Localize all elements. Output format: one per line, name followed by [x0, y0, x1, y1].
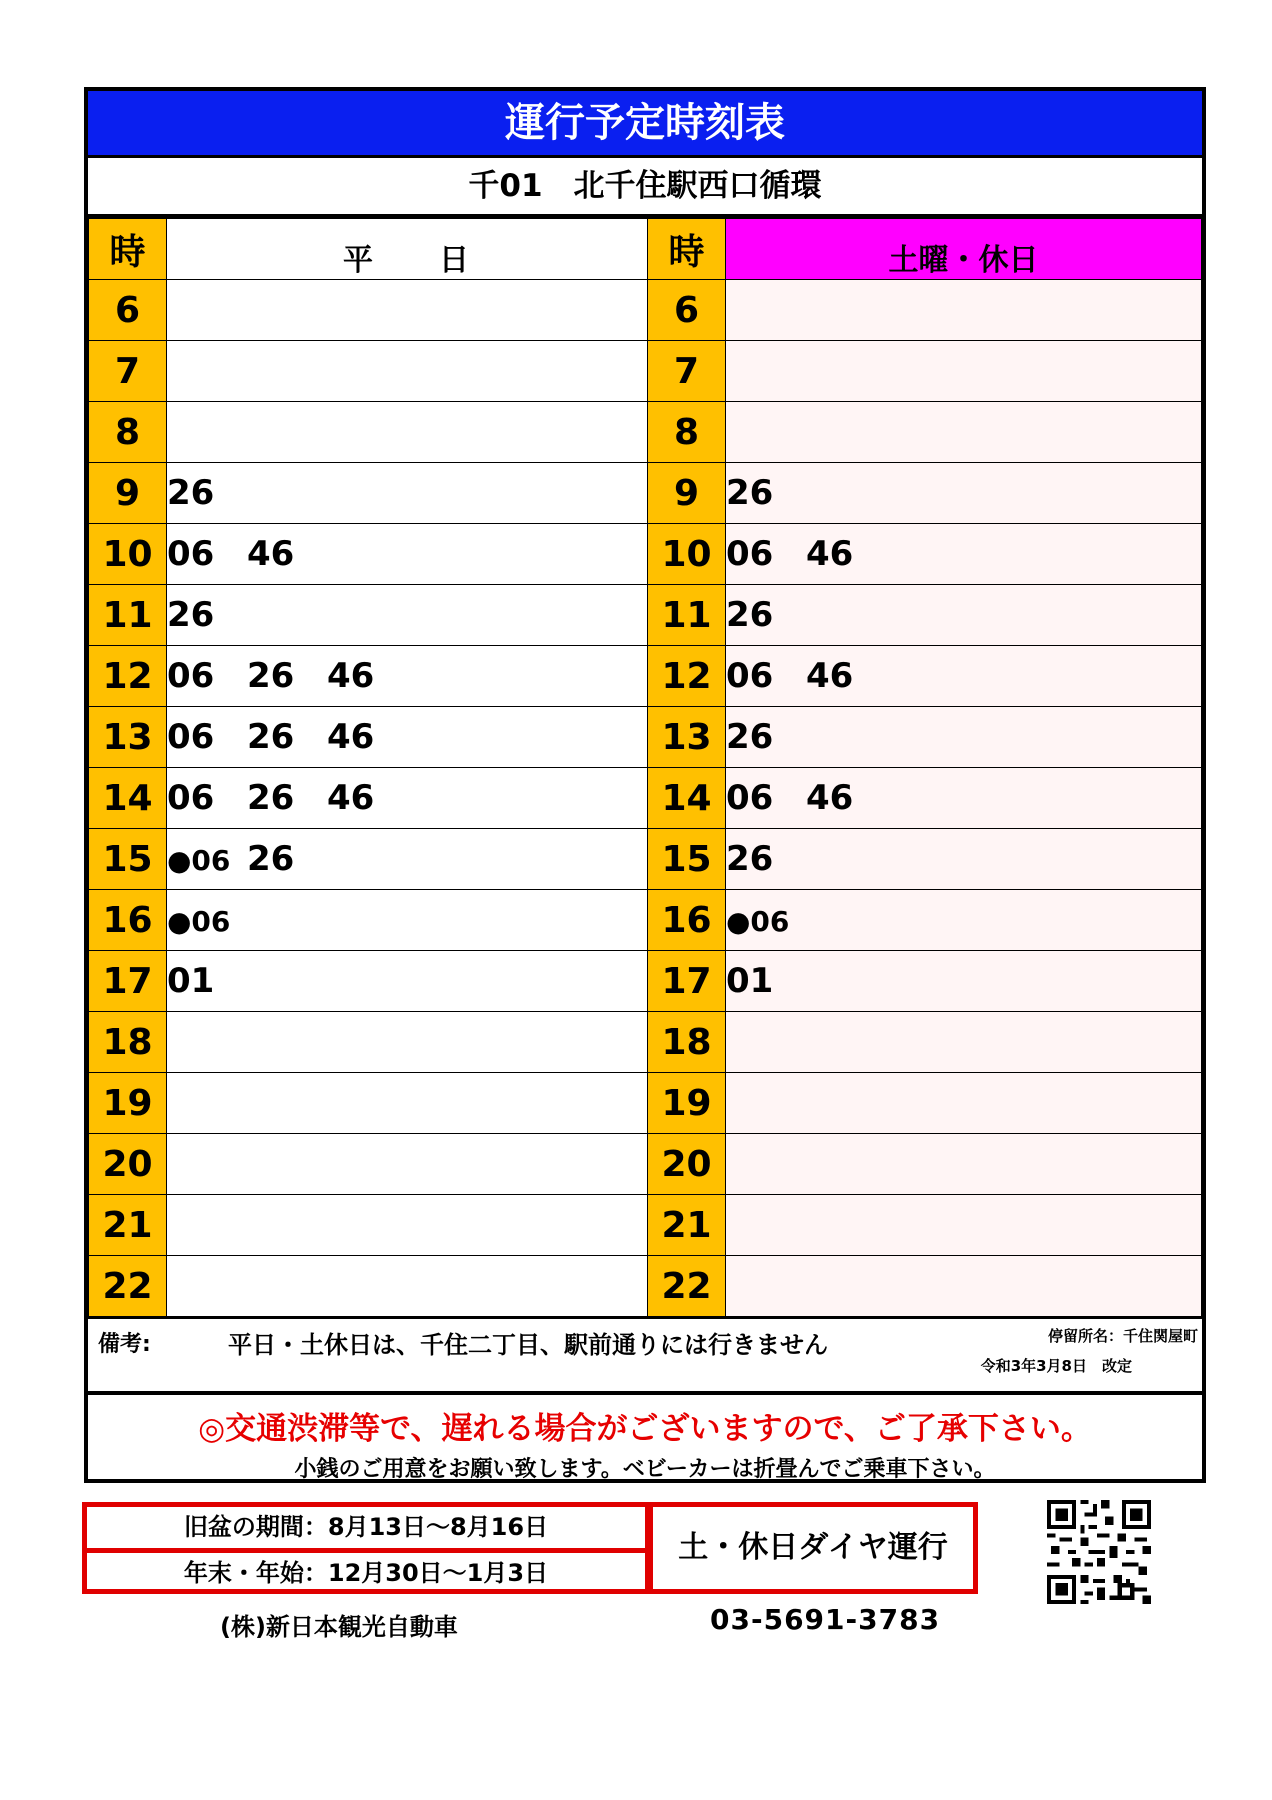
warning-box	[88, 1391, 1202, 1482]
weekday-departures	[167, 890, 648, 951]
timetable-row	[89, 402, 1202, 463]
weekday-departures	[167, 1073, 648, 1134]
weekday-header: 平 日	[167, 219, 648, 280]
departure-minute: 26	[247, 778, 295, 818]
timetable-row	[89, 707, 1202, 768]
holiday-departures	[726, 1012, 1202, 1073]
timetable-row	[89, 524, 1202, 585]
departure-minute: 26	[167, 473, 215, 513]
hour-cell: 15	[648, 829, 726, 890]
holiday-departures	[726, 890, 1202, 951]
weekday-departures	[167, 341, 648, 402]
weekday-departures	[167, 646, 648, 707]
hour-cell: 10	[648, 524, 726, 585]
holiday-departures	[726, 341, 1202, 402]
departure-minute: 46	[327, 778, 375, 818]
hour-cell: 13	[89, 707, 167, 768]
hour-cell: 21	[89, 1195, 167, 1256]
timetable-row	[89, 1073, 1202, 1134]
hour-cell: 12	[89, 646, 167, 707]
hour-header-holiday: 時	[648, 219, 726, 280]
weekday-departures	[167, 524, 648, 585]
timetable	[88, 218, 1202, 1317]
holiday-departures	[726, 524, 1202, 585]
weekday-departures	[167, 1256, 648, 1317]
holiday-departures	[726, 280, 1202, 341]
weekday-departures	[167, 951, 648, 1012]
timetable-row	[89, 1195, 1202, 1256]
departure-minute: 06	[167, 656, 215, 696]
departure-minute: 46	[327, 717, 375, 757]
holiday-departures	[726, 707, 1202, 768]
hour-cell: 21	[648, 1195, 726, 1256]
page-title: 運行予定時刻表	[88, 91, 1202, 158]
remarks	[88, 1317, 1202, 1391]
departure-minute: 26	[247, 717, 295, 757]
timetable-row	[89, 1134, 1202, 1195]
hour-cell: 16	[89, 890, 167, 951]
hour-cell: 9	[89, 463, 167, 524]
hour-cell: 19	[648, 1073, 726, 1134]
hour-cell: 13	[648, 707, 726, 768]
obon-period: 旧盆の期間：8月13日～8月16日	[183, 1513, 549, 1541]
weekday-departures	[167, 829, 648, 890]
weekday-departures	[167, 585, 648, 646]
holiday-departures	[726, 1134, 1202, 1195]
departure-minute: ●06	[167, 844, 231, 877]
hour-cell: 22	[89, 1256, 167, 1317]
departure-minute: 06	[167, 778, 215, 818]
timetable-row	[89, 1256, 1202, 1317]
weekday-departures	[167, 768, 648, 829]
hour-cell: 15	[89, 829, 167, 890]
timetable-row	[89, 585, 1202, 646]
weekday-departures	[167, 707, 648, 768]
hour-cell: 17	[648, 951, 726, 1012]
departure-minute: 26	[247, 839, 295, 879]
holiday-departures	[726, 768, 1202, 829]
route-name: 千01 北千住駅西口循環	[88, 158, 1202, 218]
departure-minute: ●06	[726, 905, 790, 938]
departure-minute: 46	[806, 534, 854, 574]
departure-minute: 46	[247, 534, 295, 574]
hour-cell: 17	[89, 951, 167, 1012]
departure-minute: 26	[247, 656, 295, 696]
timetable-sheet	[84, 87, 1206, 1483]
newyear-period: 年末・年始：12月30日～1月3日	[87, 1548, 645, 1594]
timetable-row	[89, 768, 1202, 829]
hour-cell: 20	[89, 1134, 167, 1195]
holiday-departures	[726, 646, 1202, 707]
hour-cell: 6	[648, 280, 726, 341]
weekday-departures	[167, 1012, 648, 1073]
stop-name: 停留所名：千住関屋町	[1047, 1327, 1198, 1345]
phone-number: 03-5691-3783	[710, 1603, 941, 1636]
departure-minute: ●06	[167, 905, 231, 938]
weekday-departures	[167, 463, 648, 524]
holiday-departures	[726, 1256, 1202, 1317]
remarks-label: 備考:	[98, 1332, 151, 1357]
weekday-departures	[167, 1195, 648, 1256]
hour-cell: 20	[648, 1134, 726, 1195]
timetable-row	[89, 341, 1202, 402]
hour-cell: 18	[648, 1012, 726, 1073]
weekday-departures	[167, 402, 648, 463]
weekday-departures	[167, 1134, 648, 1195]
departure-minute: 01	[167, 961, 215, 1001]
hour-cell: 14	[648, 768, 726, 829]
departure-minute: 46	[327, 656, 375, 696]
timetable-row	[89, 1012, 1202, 1073]
holiday-periods	[82, 1502, 650, 1594]
departure-minute: 06	[167, 534, 215, 574]
hour-cell: 6	[89, 280, 167, 341]
holiday-departures	[726, 402, 1202, 463]
boarding-notice: 小銭のご用意をお願い致します。ベビーカーは折畳んでご乗車下さい。	[294, 1457, 996, 1482]
holiday-departures	[726, 585, 1202, 646]
hour-cell: 18	[89, 1012, 167, 1073]
departure-minute: 26	[726, 473, 774, 513]
timetable-row	[89, 463, 1202, 524]
hour-cell: 16	[648, 890, 726, 951]
timetable-row	[89, 646, 1202, 707]
revision-date: 令和3年3月8日 改定	[980, 1357, 1132, 1375]
hour-cell: 22	[648, 1256, 726, 1317]
departure-minute: 06	[726, 656, 774, 696]
departure-minute: 26	[726, 717, 774, 757]
timetable-row	[89, 280, 1202, 341]
departure-minute: 26	[167, 595, 215, 635]
schedule-note: 土・休日ダイヤ運行	[648, 1502, 978, 1594]
hour-cell: 8	[648, 402, 726, 463]
timetable-header-row	[89, 219, 1202, 280]
departure-minute: 46	[806, 778, 854, 818]
hour-cell: 9	[648, 463, 726, 524]
timetable-row	[89, 890, 1202, 951]
departure-minute: 06	[726, 778, 774, 818]
hour-cell: 14	[89, 768, 167, 829]
hour-cell: 11	[89, 585, 167, 646]
hour-cell: 10	[89, 524, 167, 585]
timetable-row	[89, 829, 1202, 890]
holiday-departures	[726, 951, 1202, 1012]
departure-minute: 26	[726, 595, 774, 635]
hour-cell: 19	[89, 1073, 167, 1134]
hour-cell: 7	[648, 341, 726, 402]
departure-minute: 06	[167, 717, 215, 757]
remarks-text: 平日・土休日は、千住二丁目、駅前通りには行きません	[228, 1331, 828, 1359]
holiday-departures	[726, 463, 1202, 524]
departure-minute: 06	[726, 534, 774, 574]
company-name: (株)新日本観光自動車	[220, 1613, 458, 1641]
timetable-row	[89, 951, 1202, 1012]
holiday-departures	[726, 1195, 1202, 1256]
holiday-header: 土曜・休日	[726, 219, 1202, 280]
weekday-departures	[167, 280, 648, 341]
hour-cell: 11	[648, 585, 726, 646]
hour-header-weekday: 時	[89, 219, 167, 280]
hour-cell: 12	[648, 646, 726, 707]
departure-minute: 46	[806, 656, 854, 696]
qr-code-icon[interactable]	[1034, 1500, 1164, 1604]
departure-minute: 01	[726, 961, 774, 1001]
departure-minute: 26	[726, 839, 774, 879]
holiday-departures	[726, 1073, 1202, 1134]
delay-warning: ◎交通渋滞等で、遅れる場合がございますので、ご了承下さい。	[198, 1411, 1092, 1447]
holiday-departures	[726, 829, 1202, 890]
hour-cell: 7	[89, 341, 167, 402]
hour-cell: 8	[89, 402, 167, 463]
